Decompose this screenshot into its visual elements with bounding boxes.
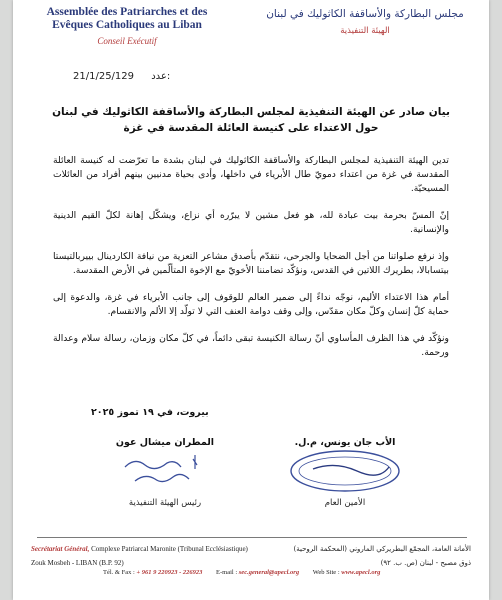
signatory-role-president: رئيس الهيئة التنفيذية bbox=[128, 498, 202, 508]
tel-label: Tél. & Fax : bbox=[103, 569, 135, 576]
footer-divider bbox=[37, 537, 467, 538]
paragraph-1: تدين الهيئة التنفيذية لمجلس البطاركة والأساقفة الكاثوليك في لبنان بشدة ما تعرّضت له كنيسة العائلة المقدسة في غزة من اعتداء دمويّ طال الأبرياء في داخلها، وأدى بحياة مدنيين بينهم أفراد من العائلات المسيحيّة. bbox=[53, 155, 449, 194]
org-name-fr-line2: Evêques Catholiques au Liban bbox=[52, 19, 202, 31]
footer-ar-line2: ذوق مصبح - لبنان (ص. ب. ٩٢) bbox=[380, 559, 471, 567]
reference-value: 21/1/25/129 bbox=[73, 71, 135, 82]
handwritten-signature-president bbox=[85, 449, 245, 495]
header-arabic bbox=[255, 8, 475, 36]
paragraph-2: إنّ المسّ بحرمة بيت عبادة لله، هو فعل مشين لا يبرّره أي نزاع، ويشكّل إهانة لكلّ القيم الدينية والإنسانية. bbox=[53, 210, 449, 235]
statement-body bbox=[53, 154, 449, 373]
footer-city: Zouk Mosbeh - LIBAN bbox=[31, 559, 98, 567]
paragraph-5: ونؤكّد في هذا الظرف المأساوي أنّ رسالة الكنيسة تبقى دائماً، في كلّ مكان وزمان، رسالة سلام وعدالة ورحمة. bbox=[53, 333, 449, 358]
signature-block-secretary bbox=[265, 437, 425, 508]
paragraph-4: أمام هذا الاعتداء الأليم، نوجّه نداءً إلى ضمير العالم للوقوف إلى جانب الأبرياء في غزة، والدعوة إلى حماية كلّ إنسان وكلّ مكان مقدّس، وإلى وقف دوامة العنف التي لا تولّد إلا الألم والانقسام. bbox=[53, 292, 449, 317]
tel-value: + 961 9 220923 - 226923 bbox=[136, 569, 203, 576]
title-line-2: حول الاعتداء على كنيسة العائلة المقدسة في غزة bbox=[123, 122, 379, 134]
email-label: E-mail : bbox=[216, 569, 238, 576]
title-line-1: بيان صادر عن الهيئة التنفيذية لمجلس البطاركة والأساقفة الكاثوليك في لبنان bbox=[52, 106, 450, 118]
web-label: Web Site : bbox=[312, 569, 340, 576]
footer-contacts bbox=[103, 569, 380, 576]
signatory-role-secretary: الأمين العام bbox=[324, 498, 366, 508]
date-line: بيروت، في ١٩ تموز ٢٠٢٥ bbox=[91, 407, 209, 418]
footer-address-text: Complexe Patriarcal Maronite (Tribunal Ecclésiastique) bbox=[91, 545, 248, 553]
footer-address-fr bbox=[31, 542, 261, 570]
reference-number bbox=[73, 71, 170, 82]
footer-label-fr: Secrétariat Général, bbox=[31, 545, 90, 553]
signature-block-president bbox=[85, 437, 245, 508]
header-french bbox=[27, 6, 227, 46]
web-value[interactable]: www.apecl.org bbox=[341, 569, 381, 576]
footer-ar-line1: الأمانة العامة، المجمّع البطريركي الماروني (المحكمة الروحية) bbox=[293, 545, 471, 553]
org-subtitle-fr: Conseil Exécutif bbox=[97, 36, 157, 46]
org-name-fr-line1: Assemblée des Patriarches et des bbox=[46, 6, 208, 18]
footer-bp: (B.P. 92) bbox=[99, 559, 124, 567]
email-value[interactable]: sec.general@apecl.org bbox=[238, 569, 300, 576]
paragraph-3: وإذ نرفع صلواتنا من أجل الضحايا والجرحى، نتقدّم بأصدق مشاعر التعزية من نيافة الكاردينال بييربالتيستا بيتسابالا، بطريرك اللاتين في القدس، ونؤكّد تضامننا الأخويّ مع الإخوة المتألّمين في الأرض المقدسة. bbox=[53, 251, 449, 276]
reference-label: عدد: bbox=[151, 71, 171, 82]
signatory-name-president: المطران ميشال عون bbox=[115, 437, 215, 448]
document-page bbox=[13, 0, 489, 600]
statement-title bbox=[33, 104, 469, 136]
org-subtitle-ar: الهيئة التنفيذية bbox=[340, 26, 390, 36]
official-stamp-seal bbox=[265, 449, 425, 495]
footer-address-ar bbox=[261, 542, 471, 570]
signatory-name-secretary: الأب جان يونس، م.ل. bbox=[294, 437, 396, 448]
org-name-ar: مجلس البطاركة والأساقفة الكاثوليك في لبنان bbox=[266, 8, 464, 20]
